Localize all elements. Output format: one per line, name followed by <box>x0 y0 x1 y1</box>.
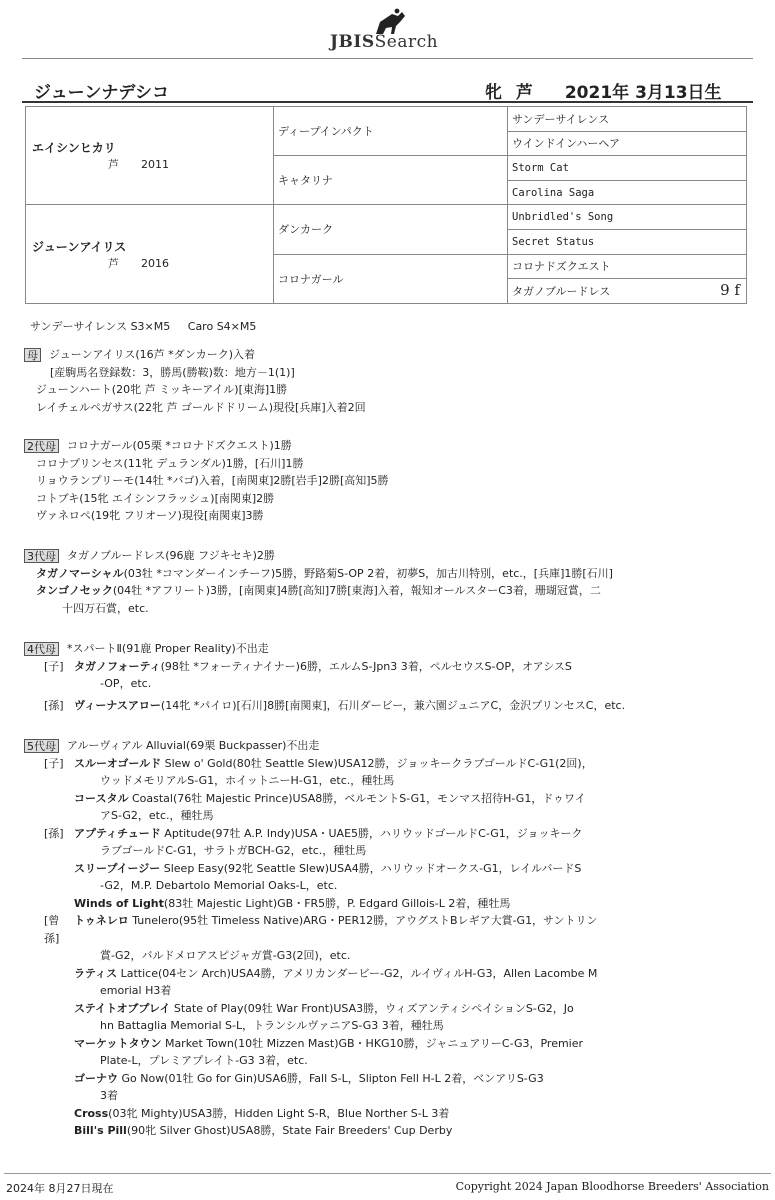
relation-label: [子] <box>44 659 64 673</box>
offspring-line: ヴァネロペ(19牝 フリオーソ)現役[南関東]3勝 <box>36 509 264 522</box>
entry-continuation: -G2，M.P. Debartolo Memorial Oaks-L，etc. <box>100 879 338 892</box>
relation-label <box>24 965 74 983</box>
entry-name[interactable]: スリープイージー <box>74 861 161 875</box>
entry-row <box>24 860 754 878</box>
section-head: タガノブルードレス(96鹿 フジキセキ)2勝 <box>67 549 275 562</box>
entry-continuation: emorial H3着 <box>100 984 172 997</box>
relation-label <box>24 1070 74 1088</box>
offspring-line: コトブキ(15牝 エイシンフラッシュ)[南関東]2勝 <box>36 491 275 505</box>
entry-name[interactable]: Winds of Light <box>74 896 164 910</box>
relation-label <box>24 790 74 808</box>
g3-section <box>24 547 754 617</box>
relation-label <box>24 895 74 913</box>
g3-last-cell <box>508 279 747 304</box>
entry-row <box>24 1035 754 1053</box>
entry-detail: (14牝 *パイロ)[石川]8勝[南関東]，石川ダービー，兼六園ジュニアC，金沢プリンセスC，etc. <box>160 698 626 712</box>
entry-detail: (04牡 *アフリート)3勝，[南関東]4勝[高知]7勝[東海]入着，報知オールスターC3着，珊瑚冠賞，二 <box>112 584 601 597</box>
inbreeding-line <box>30 318 270 334</box>
entry-detail: (03牡 *コマンダーインチーフ)5勝，野路菊S-OP 2着，初夢S，加古川特別，etc.，[兵庫]1勝[石川] <box>123 566 613 580</box>
offspring-line: コロナプリンセス(11牝 デュランダル)1勝，[石川]1勝 <box>36 456 304 470</box>
entry-continuation: 3着 <box>100 1089 118 1102</box>
entry-row <box>24 1105 754 1123</box>
entry-detail: Go Now(01牡 Go for Gin)USA6勝，Fall S-L，Slipton Fell H-L 2着，ベンアリS-G3 <box>118 1071 544 1085</box>
horse-color: 芦 <box>515 83 533 103</box>
entry-row <box>24 1000 754 1018</box>
section-head: ジューンアイリス(16芦 *ダンカーク)入着 <box>49 348 256 361</box>
entry-name[interactable]: スルーオゴールド <box>74 756 162 770</box>
entry-detail: Aptitude(97牡 A.P. Indy)USA・UAE5勝，ハリウッドゴールドC-G1，ジョッキーク <box>160 826 583 840</box>
entry-name[interactable]: コースタル <box>74 791 129 805</box>
entry-row <box>24 825 754 843</box>
offspring-line: レイチェルペガサス(22牝 芦 ゴールドドリーム)現役[兵庫]入着2回 <box>36 400 366 414</box>
g3-name[interactable]: Unbridled's Song <box>508 205 747 230</box>
section-head: アルーヴィアル Alluvial(69栗 Buckpasser)不出走 <box>67 739 320 752</box>
entry-name[interactable]: タガノマーシャル <box>36 566 124 580</box>
relation-label <box>24 1000 74 1018</box>
section-tag: 3代母 <box>24 549 59 563</box>
sire-color: 芦 <box>108 158 119 172</box>
entry-continuation: アS-G2，etc.，種牡馬 <box>100 809 214 822</box>
sire-sire-name[interactable]: ディープインパクト <box>274 107 508 156</box>
relation-label: [孫] <box>44 826 64 840</box>
section-head: コロナガール(05栗 *コロナドズクエスト)1勝 <box>67 439 292 452</box>
section-tag: 5代母 <box>24 739 59 753</box>
dam-sire-name[interactable]: ダンカーク <box>274 205 508 254</box>
entry-detail: Sleep Easy(92牝 Seattle Slew)USA4勝，ハリウッドオークス-G1，レイルバードS <box>160 861 582 875</box>
entry-continuation: Plate-L，プレミアプレイト-G3 3着，etc. <box>100 1054 308 1067</box>
entry-row <box>24 965 754 983</box>
entry-name[interactable]: ヴィーナスアロー <box>74 698 161 712</box>
entry-continuation: 十四万石賞，etc. <box>62 601 149 615</box>
relation-label <box>24 1105 74 1123</box>
entry-detail: Coastal(76牡 Majestic Prince)USA8勝，ベルモントS-G1，モンマス招待H-G1，ドゥワイ <box>128 791 586 805</box>
g2-section <box>24 437 754 525</box>
g3-name[interactable]: Storm Cat <box>508 156 747 181</box>
logo-main-text: JBIS <box>330 32 375 52</box>
entry-name[interactable]: マーケットタウン <box>74 1036 162 1050</box>
entry-continuation: 賞-G2，バルドメロアスピジャガ賞-G3(2回)，etc. <box>100 949 351 962</box>
g5-entries <box>24 755 754 1140</box>
g3-name[interactable]: コロナドズクエスト <box>508 254 747 279</box>
dam-dam-name[interactable]: コロナガール <box>274 254 508 303</box>
title-underline <box>22 101 753 103</box>
pedigree-table <box>25 106 747 304</box>
sire-year: 2011 <box>141 158 169 172</box>
section-head: *スパートⅡ(91鹿 Proper Reality)不出走 <box>67 642 269 655</box>
entry-detail: Market Town(10牡 Mizzen Mast)GB・HKG10勝，ジャニュアリーC-G3，Premier <box>161 1036 584 1050</box>
offspring-line: リョウランプリーモ(14牡 *バゴ)入着，[南関東]2勝[岩手]2勝[高知]5勝 <box>36 474 389 487</box>
relation-label <box>24 1035 74 1053</box>
header-divider <box>22 58 753 59</box>
sire-cell <box>26 107 274 205</box>
entry-detail: State of Play(09牡 War Front)USA3勝，ウィズアンティシペイションS-G2，Jo <box>170 1001 574 1015</box>
entry-continuation: hn Battaglia Memorial S-L，トランシルヴァニアS-G3 3着，種牡馬 <box>100 1019 444 1032</box>
g3-name[interactable]: タガノブルードレス <box>512 284 611 298</box>
section-tag: 母 <box>24 348 41 362</box>
relation-label <box>24 860 74 878</box>
horse-dob: 2021年 3月13日生 <box>564 83 722 103</box>
entry-detail: (90牝 Silver Ghost)USA8勝，State Fair Breeders' Cup Derby <box>126 1124 453 1137</box>
footer-date: 2024年 8月27日現在 <box>6 1182 114 1195</box>
entry-name[interactable]: ステイトオブプレイ <box>74 1001 171 1015</box>
entry-continuation: ラブゴールドC-G1，サラトガBCH-G2，etc.，種牡馬 <box>100 844 367 857</box>
horse-name: ジューンナデシコ <box>34 83 169 103</box>
dam-section <box>24 346 754 416</box>
relation-label: [曾孫] <box>44 914 60 945</box>
g3-name[interactable]: ウインドインハーヘア <box>508 131 747 156</box>
footer-copyright: Copyright 2024 Japan Bloodhorse Breeders' Association <box>455 1180 769 1193</box>
horse-info <box>485 78 730 103</box>
entry-detail: (98牡 *フォーティナイナー)6勝，エルムS-Jpn3 3着，ペルセウスS-OP，オアシスS <box>160 659 572 673</box>
inbreeding-item: Caro S4×M5 <box>187 320 257 333</box>
entry-row <box>24 1070 754 1088</box>
entry-detail: Lattice(04セン Arch)USA4勝，アメリカンダービー-G2，ルイヴィルH-G3，Allen Lacombe M <box>117 966 598 980</box>
dam-name[interactable]: ジューンアイリス <box>32 239 127 254</box>
entry-name[interactable]: タンゴノセック <box>36 584 113 597</box>
entry-name[interactable]: アプティチュード <box>74 826 161 840</box>
entry-row <box>24 912 754 947</box>
offspring-line: ジューンハート(20牝 芦 ミッキーアイル)[東海]1勝 <box>36 383 288 396</box>
entry-row <box>24 755 754 773</box>
entry-continuation: -OP，etc. <box>100 677 152 690</box>
g3-name[interactable]: Secret Status <box>508 229 747 254</box>
entry-name[interactable]: トゥネレロ <box>74 914 129 927</box>
footer-divider <box>4 1173 771 1174</box>
section-tag: 4代母 <box>24 642 59 656</box>
entry-row <box>24 790 754 808</box>
entry-detail: Slew o' Gold(80牡 Seattle Slew)USA12勝，ジョッキークラブゴールドC-G1(2回)， <box>161 756 593 770</box>
entry-row <box>24 1122 754 1140</box>
entry-name[interactable]: タガノフォーティ <box>74 659 161 673</box>
entry-name[interactable]: Bill's Pill <box>74 1124 127 1137</box>
entry-detail: (03牝 Mighty)USA3勝，Hidden Light S-R，Blue Norther S-L 3着 <box>108 1106 450 1120</box>
entry-continuation: ウッドメモリアルS-G1，ホイットニーH-G1，etc.，種牡馬 <box>100 774 395 787</box>
section-tag: 2代母 <box>24 439 59 453</box>
relation-label <box>24 1122 74 1140</box>
entry-name[interactable]: Cross <box>74 1106 109 1120</box>
relation-label: [孫] <box>44 698 64 712</box>
g3-name[interactable]: Carolina Saga <box>508 180 747 205</box>
entry-row <box>24 895 754 913</box>
logo-sub-text: Search <box>374 32 439 52</box>
entry-name[interactable]: ラティス <box>74 966 118 980</box>
relation-label: [子] <box>44 756 64 770</box>
family-number: 9 f <box>720 281 740 300</box>
dam-stats: [産駒馬名登録数：3，勝馬(勝鞍)数：地方－1(1)] <box>50 365 295 379</box>
sire-dam-name[interactable]: キャタリナ <box>274 156 508 205</box>
inbreeding-item: サンデーサイレンス S3×M5 <box>30 320 171 333</box>
entry-name[interactable]: ゴーナウ <box>74 1071 118 1085</box>
entry-detail: (83牡 Majestic Light)GB・FR5勝，P. Edgard Gillois-L 2着，種牡馬 <box>163 896 511 910</box>
g3-name[interactable]: サンデーサイレンス <box>508 107 747 132</box>
dam-cell <box>26 205 274 303</box>
g5-section <box>24 737 754 1140</box>
g4-section <box>24 640 754 714</box>
dam-color: 芦 <box>108 256 119 270</box>
dam-year: 2016 <box>141 256 169 270</box>
jbis-logo[interactable] <box>322 6 462 54</box>
sire-name[interactable]: エイシンヒカリ <box>32 141 116 156</box>
horse-sex: 牝 <box>485 83 502 103</box>
entry-detail: Tunelero(95牡 Timeless Native)ARG・PER12勝，アウグストBレギア大賞-G1，サントリン <box>128 914 598 927</box>
